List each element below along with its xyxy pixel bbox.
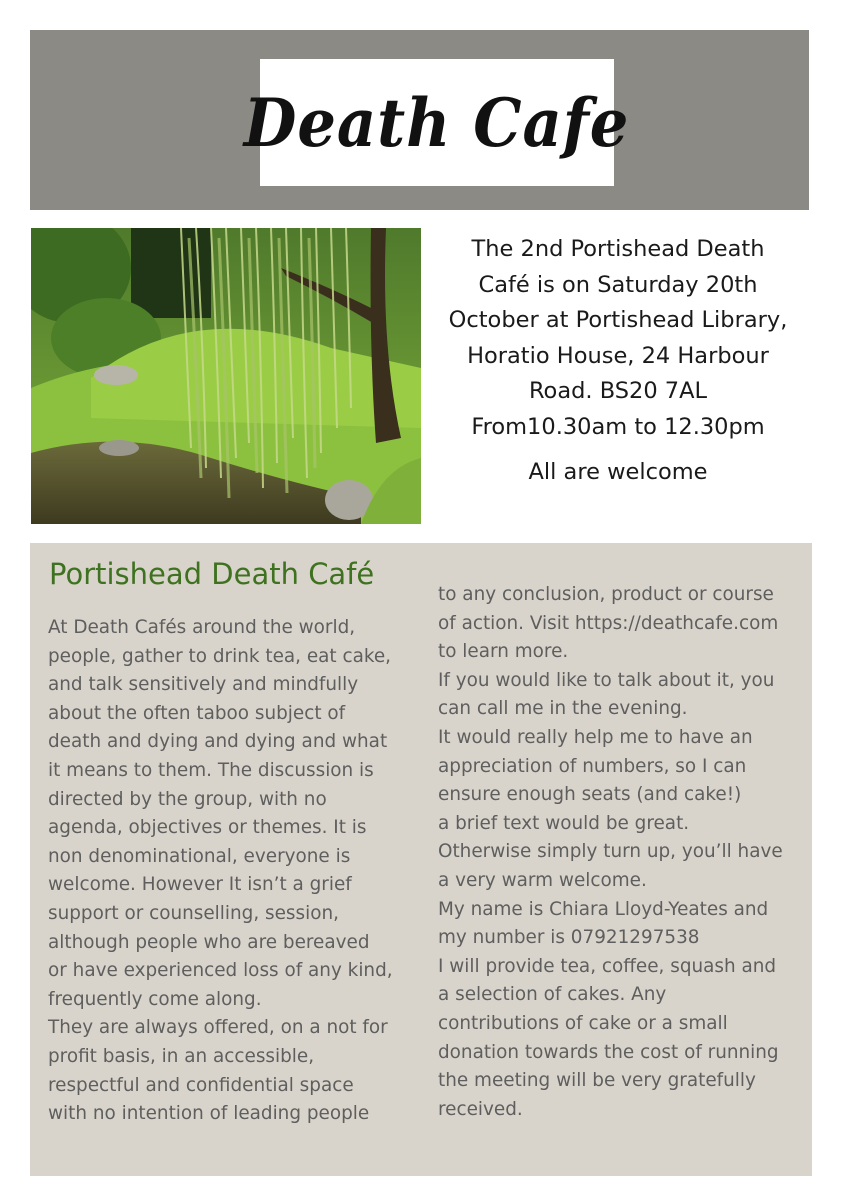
logo-text: Death Cafe: [244, 83, 630, 162]
event-welcome: All are welcome: [528, 459, 708, 485]
event-line: Café is on Saturday 20th: [478, 271, 758, 298]
header-band: [30, 30, 809, 210]
info-panel: [30, 543, 812, 1176]
body-text-left-column: At Death Cafés around the world, people, gather to drink tea, eat cake, and talk sensitively and mindfully about the often taboo subject of death and dying and dying and what it means to them. The discussion is directed by the group, with no agenda, objectives or themes. It is non denominational, everyone is welcome. However It isn’t a grief support or counselling, session, although people who are bereaved or have experienced loss of any kind, frequently come along. They are always offered, on a not for profit basis, in an accessible, respectful and confidential space with no intention of leading people: [48, 617, 393, 1125]
event-line: The 2nd Portishead Death: [471, 236, 765, 262]
event-line: Road. BS20 7AL: [528, 378, 708, 404]
event-info: [432, 232, 804, 491]
garden-pond-willow-image: [31, 228, 421, 524]
event-line: From10.30am to 12.30pm: [471, 413, 765, 440]
event-line: October at Portishead Library,: [448, 307, 788, 333]
logo: [244, 59, 630, 186]
body-text-right-column: to any conclusion, product or course of action. Visit https://deathcafe.com to learn more. If you would like to talk about it, you can call me in the evening. It would really help me to have an appreciation of numbers, so I can ensure enough seats (and cake!) a brief text would be great. Otherwise simply turn up, you’ll have a very warm welcome. My name is Chiara Lloyd-Yeates and my number is 07921297538 I will provide tea, coffee, squash and a selection of cakes. Any contributions of cake or a small donation towards the cost of running the meeting will be very gratefully received.: [438, 584, 783, 1120]
event-line: Horatio House, 24 Harbour: [467, 342, 769, 369]
panel-title: Portishead Death Café: [49, 557, 375, 591]
